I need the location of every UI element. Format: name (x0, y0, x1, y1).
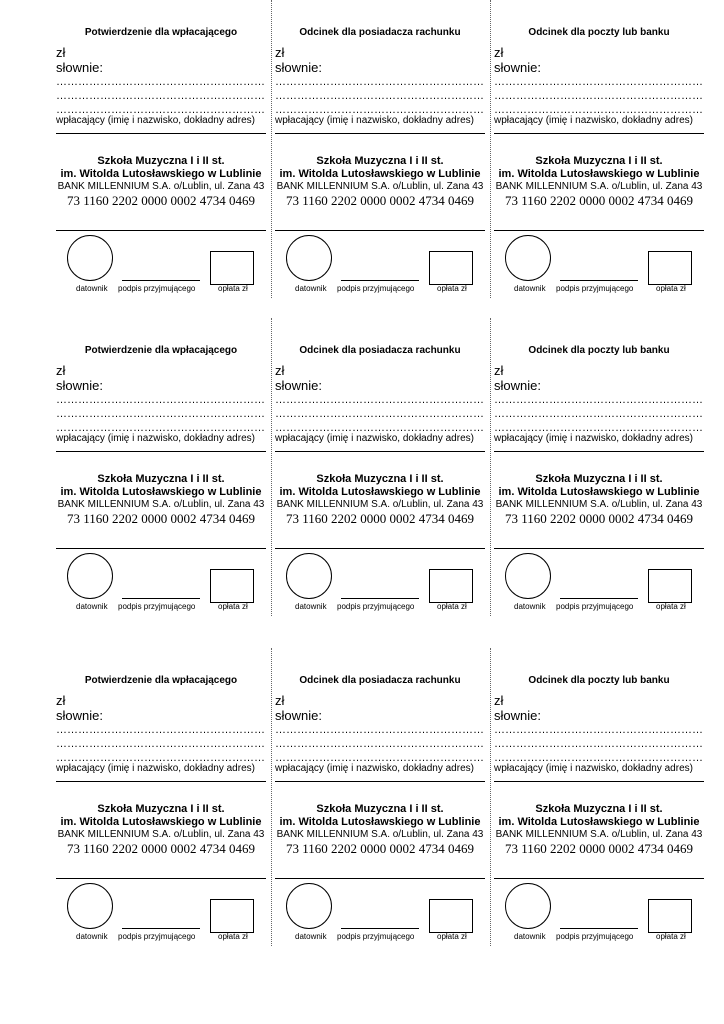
fee-label: opłata zł (656, 602, 686, 611)
panel-title: Odcinek dla poczty lub banku (528, 675, 670, 686)
signature-line (122, 280, 200, 281)
dotted-line: ………………………………………………… (494, 738, 703, 750)
amount-label: zł (494, 363, 504, 378)
dotted-line: ………………………………………………… (56, 394, 265, 406)
account-number: 73 1160 2202 0000 0002 4734 0469 (504, 193, 694, 208)
divider (275, 548, 485, 549)
divider (275, 878, 485, 879)
divider (275, 230, 485, 231)
signature-label: podpis przyjmującego (556, 284, 634, 293)
signature-label: podpis przyjmującego (118, 932, 196, 941)
recipient-name-line1: Szkoła Muzyczna I i II st. (97, 803, 225, 815)
fee-label: opłata zł (218, 284, 248, 293)
dotted-line: ………………………………………………… (275, 752, 484, 764)
recipient-name-line1: Szkoła Muzyczna I i II st. (535, 803, 663, 815)
fee-box (648, 251, 692, 285)
fee-box (648, 899, 692, 933)
account-number: 73 1160 2202 0000 0002 4734 0469 (504, 841, 694, 856)
payer-label: wpłacający (imię i nazwisko, dokładny adres) (494, 115, 693, 126)
account-number: 73 1160 2202 0000 0002 4734 0469 (66, 193, 256, 208)
divider (275, 781, 485, 782)
payer-label: wpłacający (imię i nazwisko, dokładny adres) (56, 433, 255, 444)
recipient-name-line2: im. Witolda Lutosławskiego w Lublinie (279, 168, 481, 180)
dotted-line: ………………………………………………… (494, 394, 703, 406)
divider (494, 781, 704, 782)
date-stamp-circle (67, 883, 113, 929)
slip-panel (494, 318, 704, 618)
amount-label: zł (56, 363, 66, 378)
recipient-bank: BANK MILLENNIUM S.A. o/Lublin, ul. Zana 43 (495, 499, 703, 510)
dotted-line: ………………………………………………… (275, 394, 484, 406)
date-stamp-circle (505, 553, 551, 599)
slip-row (0, 648, 724, 948)
datownik-label: datownik (295, 932, 327, 941)
panel-title: Odcinek dla posiadacza rachunku (299, 345, 461, 356)
cut-line (271, 648, 272, 946)
divider (494, 230, 704, 231)
amount-in-words-label: słownie: (56, 708, 103, 723)
account-number: 73 1160 2202 0000 0002 4734 0469 (66, 841, 256, 856)
dotted-line: ………………………………………………… (56, 408, 265, 420)
signature-line (560, 928, 638, 929)
datownik-label: datownik (295, 602, 327, 611)
panel-title: Odcinek dla poczty lub banku (528, 27, 670, 38)
dotted-line: ………………………………………………… (56, 422, 265, 434)
amount-in-words-label: słownie: (275, 378, 322, 393)
dotted-line: ………………………………………………… (494, 752, 703, 764)
dotted-line: ………………………………………………… (56, 76, 265, 88)
date-stamp-circle (67, 553, 113, 599)
fee-box (648, 569, 692, 603)
panel-title: Odcinek dla posiadacza rachunku (299, 27, 461, 38)
signature-label: podpis przyjmującego (556, 602, 634, 611)
dotted-line: ………………………………………………… (275, 738, 484, 750)
divider (494, 548, 704, 549)
divider (275, 451, 485, 452)
slip-panel (275, 0, 485, 300)
dotted-line: ………………………………………………… (56, 752, 265, 764)
slip-panel (56, 318, 266, 618)
dotted-line: ………………………………………………… (494, 90, 703, 102)
payer-label: wpłacający (imię i nazwisko, dokładny adres) (56, 763, 255, 774)
fee-box (210, 251, 254, 285)
slip-panel (494, 0, 704, 300)
recipient-bank: BANK MILLENNIUM S.A. o/Lublin, ul. Zana 43 (276, 499, 484, 510)
dotted-line: ………………………………………………… (56, 90, 265, 102)
recipient-bank: BANK MILLENNIUM S.A. o/Lublin, ul. Zana 43 (57, 829, 265, 840)
recipient-name-line2: im. Witolda Lutosławskiego w Lublinie (60, 486, 262, 498)
recipient-name-line2: im. Witolda Lutosławskiego w Lublinie (498, 816, 700, 828)
payer-label: wpłacający (imię i nazwisko, dokładny adres) (494, 763, 693, 774)
divider (56, 548, 266, 549)
panel-title: Potwierdzenie dla wpłacającego (84, 675, 238, 686)
slip-panel (56, 0, 266, 300)
account-number: 73 1160 2202 0000 0002 4734 0469 (504, 511, 694, 526)
recipient-bank: BANK MILLENNIUM S.A. o/Lublin, ul. Zana 43 (495, 829, 703, 840)
dotted-line: ………………………………………………… (275, 724, 484, 736)
dotted-line: ………………………………………………… (275, 76, 484, 88)
recipient-name-line1: Szkoła Muzyczna I i II st. (97, 155, 225, 167)
dotted-line: ………………………………………………… (56, 724, 265, 736)
divider (56, 230, 266, 231)
divider (56, 781, 266, 782)
recipient-bank: BANK MILLENNIUM S.A. o/Lublin, ul. Zana 43 (276, 829, 484, 840)
dotted-line: ………………………………………………… (275, 90, 484, 102)
signature-label: podpis przyjmującego (556, 932, 634, 941)
slip-panel (275, 648, 485, 948)
recipient-bank: BANK MILLENNIUM S.A. o/Lublin, ul. Zana 43 (57, 181, 265, 192)
date-stamp-circle (286, 235, 332, 281)
divider (494, 878, 704, 879)
dotted-line: ………………………………………………… (56, 738, 265, 750)
fee-label: opłata zł (218, 602, 248, 611)
divider (56, 451, 266, 452)
fee-label: opłata zł (437, 284, 467, 293)
fee-label: opłata zł (218, 932, 248, 941)
recipient-name-line1: Szkoła Muzyczna I i II st. (535, 155, 663, 167)
payer-label: wpłacający (imię i nazwisko, dokładny adres) (275, 763, 474, 774)
signature-line (341, 928, 419, 929)
slip-row (0, 318, 724, 618)
recipient-name-line2: im. Witolda Lutosławskiego w Lublinie (498, 486, 700, 498)
cut-line (490, 318, 491, 616)
signature-line (122, 598, 200, 599)
slip-panel (275, 318, 485, 618)
payer-label: wpłacający (imię i nazwisko, dokładny adres) (275, 433, 474, 444)
amount-in-words-label: słownie: (56, 60, 103, 75)
datownik-label: datownik (514, 602, 546, 611)
slip-row (0, 0, 724, 300)
amount-in-words-label: słownie: (494, 60, 541, 75)
amount-in-words-label: słownie: (494, 708, 541, 723)
cut-line (271, 318, 272, 616)
amount-label: zł (56, 693, 66, 708)
payer-label: wpłacający (imię i nazwisko, dokładny adres) (56, 115, 255, 126)
amount-in-words-label: słownie: (56, 378, 103, 393)
dotted-line: ………………………………………………… (494, 76, 703, 88)
dotted-line: ………………………………………………… (494, 724, 703, 736)
amount-in-words-label: słownie: (494, 378, 541, 393)
panel-title: Potwierdzenie dla wpłacającego (84, 345, 238, 356)
amount-label: zł (275, 45, 285, 60)
account-number: 73 1160 2202 0000 0002 4734 0469 (285, 511, 475, 526)
recipient-name-line2: im. Witolda Lutosławskiego w Lublinie (279, 486, 481, 498)
panel-title: Potwierdzenie dla wpłacającego (84, 27, 238, 38)
dotted-line: ………………………………………………… (494, 422, 703, 434)
recipient-name-line1: Szkoła Muzyczna I i II st. (316, 803, 444, 815)
datownik-label: datownik (76, 284, 108, 293)
dotted-line: ………………………………………………… (56, 104, 265, 116)
amount-label: zł (494, 693, 504, 708)
divider (494, 133, 704, 134)
signature-line (122, 928, 200, 929)
recipient-name-line2: im. Witolda Lutosławskiego w Lublinie (60, 168, 262, 180)
date-stamp-circle (286, 883, 332, 929)
recipient-name-line1: Szkoła Muzyczna I i II st. (535, 473, 663, 485)
dotted-line: ………………………………………………… (494, 408, 703, 420)
signature-line (560, 280, 638, 281)
payer-label: wpłacający (imię i nazwisko, dokładny adres) (494, 433, 693, 444)
account-number: 73 1160 2202 0000 0002 4734 0469 (285, 193, 475, 208)
dotted-line: ………………………………………………… (494, 104, 703, 116)
fee-box (429, 251, 473, 285)
panel-title: Odcinek dla posiadacza rachunku (299, 675, 461, 686)
divider (56, 878, 266, 879)
date-stamp-circle (505, 883, 551, 929)
signature-line (560, 598, 638, 599)
recipient-name-line1: Szkoła Muzyczna I i II st. (97, 473, 225, 485)
divider (275, 133, 485, 134)
slip-panel (56, 648, 266, 948)
recipient-bank: BANK MILLENNIUM S.A. o/Lublin, ul. Zana 43 (276, 181, 484, 192)
datownik-label: datownik (295, 284, 327, 293)
amount-label: zł (56, 45, 66, 60)
signature-label: podpis przyjmującego (337, 602, 415, 611)
amount-label: zł (494, 45, 504, 60)
signature-label: podpis przyjmującego (337, 932, 415, 941)
recipient-name-line2: im. Witolda Lutosławskiego w Lublinie (279, 816, 481, 828)
amount-label: zł (275, 363, 285, 378)
recipient-name-line1: Szkoła Muzyczna I i II st. (316, 473, 444, 485)
date-stamp-circle (286, 553, 332, 599)
payer-label: wpłacający (imię i nazwisko, dokładny adres) (275, 115, 474, 126)
cut-line (490, 0, 491, 298)
account-number: 73 1160 2202 0000 0002 4734 0469 (285, 841, 475, 856)
fee-box (429, 569, 473, 603)
amount-in-words-label: słownie: (275, 60, 322, 75)
divider (494, 451, 704, 452)
fee-label: opłata zł (437, 932, 467, 941)
amount-in-words-label: słownie: (275, 708, 322, 723)
signature-label: podpis przyjmującego (118, 284, 196, 293)
cut-line (271, 0, 272, 298)
slip-panel (494, 648, 704, 948)
amount-label: zł (275, 693, 285, 708)
recipient-name-line1: Szkoła Muzyczna I i II st. (316, 155, 444, 167)
cut-line (490, 648, 491, 946)
datownik-label: datownik (76, 602, 108, 611)
fee-box (210, 569, 254, 603)
recipient-bank: BANK MILLENNIUM S.A. o/Lublin, ul. Zana 43 (57, 499, 265, 510)
datownik-label: datownik (76, 932, 108, 941)
recipient-name-line2: im. Witolda Lutosławskiego w Lublinie (498, 168, 700, 180)
datownik-label: datownik (514, 284, 546, 293)
fee-box (429, 899, 473, 933)
signature-line (341, 280, 419, 281)
recipient-bank: BANK MILLENNIUM S.A. o/Lublin, ul. Zana 43 (495, 181, 703, 192)
dotted-line: ………………………………………………… (275, 408, 484, 420)
signature-line (341, 598, 419, 599)
divider (56, 133, 266, 134)
date-stamp-circle (505, 235, 551, 281)
date-stamp-circle (67, 235, 113, 281)
signature-label: podpis przyjmującego (118, 602, 196, 611)
recipient-name-line2: im. Witolda Lutosławskiego w Lublinie (60, 816, 262, 828)
signature-label: podpis przyjmującego (337, 284, 415, 293)
fee-label: opłata zł (437, 602, 467, 611)
account-number: 73 1160 2202 0000 0002 4734 0469 (66, 511, 256, 526)
fee-label: opłata zł (656, 932, 686, 941)
dotted-line: ………………………………………………… (275, 104, 484, 116)
fee-box (210, 899, 254, 933)
fee-label: opłata zł (656, 284, 686, 293)
panel-title: Odcinek dla poczty lub banku (528, 345, 670, 356)
datownik-label: datownik (514, 932, 546, 941)
dotted-line: ………………………………………………… (275, 422, 484, 434)
